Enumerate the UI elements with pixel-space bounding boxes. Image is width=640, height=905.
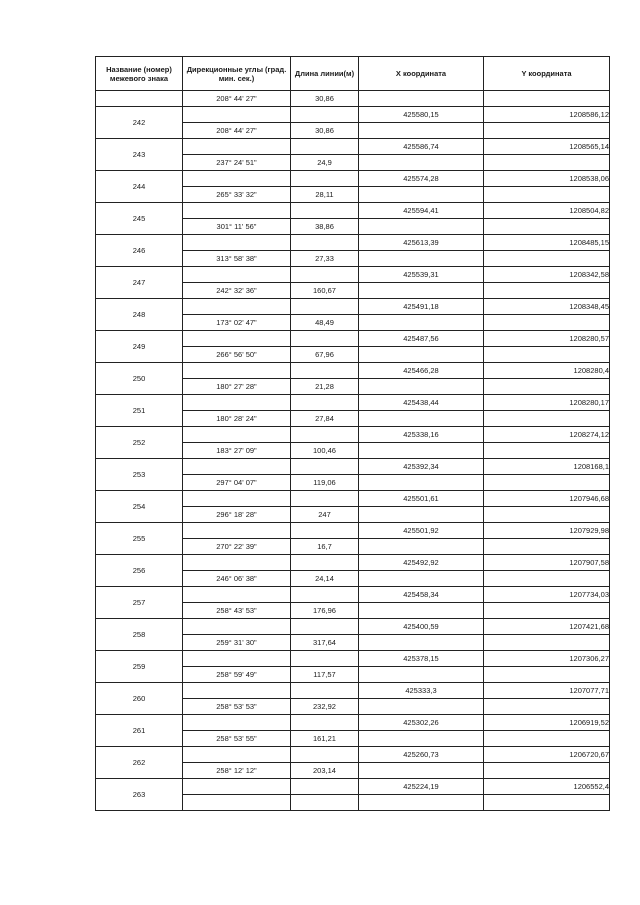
point-name-cell: 256	[96, 555, 183, 587]
y-coordinate-cell: 1208274,12	[484, 427, 610, 443]
direction-angle-cell-empty	[183, 203, 291, 219]
line-length-cell: 203,14	[291, 763, 359, 779]
point-name-cell: 251	[96, 395, 183, 427]
direction-angle-cell-empty	[183, 235, 291, 251]
line-length-cell: 24,9	[291, 155, 359, 171]
direction-angle-cell-empty	[183, 459, 291, 475]
point-name-cell: 244	[96, 171, 183, 203]
x-coordinate-cell: 425501,92	[359, 523, 484, 539]
direction-angle-cell-empty	[183, 683, 291, 699]
line-length-cell: 48,49	[291, 315, 359, 331]
x-coordinate-cell-empty	[359, 443, 484, 459]
direction-angle-cell-empty	[183, 491, 291, 507]
point-name-cell: 259	[96, 651, 183, 683]
y-coordinate-cell: 1208538,06	[484, 171, 610, 187]
direction-angle-cell: 258° 59' 49"	[183, 667, 291, 683]
direction-angle-cell: 258° 53' 55"	[183, 731, 291, 747]
y-coordinate-cell: 1207929,98	[484, 523, 610, 539]
line-length-cell-empty	[291, 651, 359, 667]
table-row	[96, 395, 610, 411]
direction-angle-cell: 208° 44' 27"	[183, 123, 291, 139]
line-length-cell: 117,57	[291, 667, 359, 683]
x-coordinate-cell: 425586,74	[359, 139, 484, 155]
line-length-cell: 16,7	[291, 539, 359, 555]
line-length-cell: 24,14	[291, 571, 359, 587]
y-coordinate-cell-empty	[484, 251, 610, 267]
line-length-cell: 30,86	[291, 123, 359, 139]
table-row	[96, 747, 610, 763]
y-coordinate-cell-empty	[484, 315, 610, 331]
line-length-cell-empty	[291, 587, 359, 603]
x-coordinate-cell-empty	[359, 475, 484, 491]
line-length-cell: 27,33	[291, 251, 359, 267]
y-coordinate-cell-empty	[484, 347, 610, 363]
y-coordinate-cell-empty	[484, 699, 610, 715]
table-row	[96, 203, 610, 219]
point-name-cell: 262	[96, 747, 183, 779]
x-coordinate-cell: 425574,28	[359, 171, 484, 187]
table-row	[96, 267, 610, 283]
y-coordinate-cell: 1206720,67	[484, 747, 610, 763]
direction-angle-cell: 237° 24' 51"	[183, 155, 291, 171]
x-coordinate-cell: 425378,15	[359, 651, 484, 667]
y-coordinate-cell: 1206919,52	[484, 715, 610, 731]
y-coordinate-cell: 1208280,17	[484, 395, 610, 411]
x-coordinate-cell: 425594,41	[359, 203, 484, 219]
x-coordinate-cell-empty	[359, 731, 484, 747]
table-body	[96, 91, 610, 811]
direction-angle-cell: 297° 04' 07"	[183, 475, 291, 491]
direction-angle-cell-empty	[183, 779, 291, 795]
x-coordinate-cell-empty	[359, 155, 484, 171]
line-length-cell: 119,06	[291, 475, 359, 491]
line-length-cell: 161,21	[291, 731, 359, 747]
y-coordinate-cell: 1208280,4	[484, 363, 610, 379]
x-coordinate-cell-empty	[359, 251, 484, 267]
table-row	[96, 523, 610, 539]
y-coordinate-cell: 1207306,27	[484, 651, 610, 667]
point-name-cell: 250	[96, 363, 183, 395]
direction-angle-cell: 265° 33' 32"	[183, 187, 291, 203]
y-coordinate-cell-empty	[484, 91, 610, 107]
y-coordinate-cell: 1207077,71	[484, 683, 610, 699]
x-coordinate-cell: 425338,16	[359, 427, 484, 443]
direction-angle-cell: 301° 11' 56"	[183, 219, 291, 235]
x-coordinate-cell: 425501,61	[359, 491, 484, 507]
direction-angle-cell: 242° 32' 36"	[183, 283, 291, 299]
direction-angle-cell-empty	[183, 299, 291, 315]
y-coordinate-cell-empty	[484, 443, 610, 459]
line-length-cell-empty	[291, 203, 359, 219]
line-length-cell: 67,96	[291, 347, 359, 363]
y-coordinate-cell-empty	[484, 379, 610, 395]
table-row	[96, 363, 610, 379]
direction-angle-cell-empty	[183, 747, 291, 763]
line-length-cell-empty	[291, 171, 359, 187]
line-length-cell: 30,86	[291, 91, 359, 107]
line-length-cell-empty	[291, 619, 359, 635]
point-name-cell: 243	[96, 139, 183, 171]
direction-angle-cell: 180° 27' 28"	[183, 379, 291, 395]
line-length-cell	[291, 795, 359, 811]
table-row	[96, 619, 610, 635]
line-length-cell: 100,46	[291, 443, 359, 459]
line-length-cell-empty	[291, 459, 359, 475]
line-length-cell: 28,11	[291, 187, 359, 203]
header-direction-angle: Дирекционные углы (град. мин. сек.)	[183, 57, 291, 91]
x-coordinate-cell-empty	[359, 91, 484, 107]
direction-angle-cell-empty	[183, 587, 291, 603]
x-coordinate-cell: 425492,92	[359, 555, 484, 571]
y-coordinate-cell-empty	[484, 155, 610, 171]
y-coordinate-cell-empty	[484, 411, 610, 427]
x-coordinate-cell-empty	[359, 699, 484, 715]
y-coordinate-cell-empty	[484, 539, 610, 555]
direction-angle-cell-empty	[183, 107, 291, 123]
x-coordinate-cell: 425260,73	[359, 747, 484, 763]
line-length-cell-empty	[291, 779, 359, 795]
direction-angle-cell: 313° 58' 38"	[183, 251, 291, 267]
line-length-cell-empty	[291, 363, 359, 379]
point-name-cell: 248	[96, 299, 183, 331]
x-coordinate-cell: 425438,44	[359, 395, 484, 411]
y-coordinate-cell-empty	[484, 219, 610, 235]
x-coordinate-cell: 425400,59	[359, 619, 484, 635]
y-coordinate-cell-empty	[484, 123, 610, 139]
x-coordinate-cell: 425224,19	[359, 779, 484, 795]
point-name-cell: 263	[96, 779, 183, 811]
table-row	[96, 107, 610, 123]
direction-angle-cell: 266° 56' 50"	[183, 347, 291, 363]
line-length-cell-empty	[291, 395, 359, 411]
table-row	[96, 331, 610, 347]
y-coordinate-cell: 1208485,15	[484, 235, 610, 251]
direction-angle-cell-empty	[183, 267, 291, 283]
x-coordinate-cell-empty	[359, 283, 484, 299]
y-coordinate-cell: 1207734,03	[484, 587, 610, 603]
x-coordinate-cell-empty	[359, 571, 484, 587]
x-coordinate-cell: 425491,18	[359, 299, 484, 315]
direction-angle-cell: 208° 44' 27"	[183, 91, 291, 107]
table-row	[96, 91, 610, 107]
point-name-cell: 242	[96, 107, 183, 139]
boundary-coordinates-table	[95, 56, 610, 811]
direction-angle-cell: 183° 27' 09"	[183, 443, 291, 459]
point-name-cell: 260	[96, 683, 183, 715]
line-length-cell-empty	[291, 331, 359, 347]
x-coordinate-cell: 425333,3	[359, 683, 484, 699]
line-length-cell: 160,67	[291, 283, 359, 299]
table-row	[96, 171, 610, 187]
direction-angle-cell-empty	[183, 139, 291, 155]
direction-angle-cell: 258° 43' 53"	[183, 603, 291, 619]
x-coordinate-cell-empty	[359, 635, 484, 651]
y-coordinate-cell: 1208342,58	[484, 267, 610, 283]
point-name-cell-empty	[96, 91, 183, 107]
point-name-cell: 255	[96, 523, 183, 555]
direction-angle-cell-empty	[183, 715, 291, 731]
y-coordinate-cell: 1208586,12	[484, 107, 610, 123]
y-coordinate-cell-empty	[484, 763, 610, 779]
point-name-cell: 249	[96, 331, 183, 363]
line-length-cell-empty	[291, 139, 359, 155]
x-coordinate-cell: 425487,56	[359, 331, 484, 347]
point-name-cell: 247	[96, 267, 183, 299]
direction-angle-cell: 173° 02' 47"	[183, 315, 291, 331]
direction-angle-cell-empty	[183, 363, 291, 379]
y-coordinate-cell: 1208280,57	[484, 331, 610, 347]
y-coordinate-cell-empty	[484, 667, 610, 683]
point-name-cell: 252	[96, 427, 183, 459]
line-length-cell: 247	[291, 507, 359, 523]
y-coordinate-cell: 1208348,45	[484, 299, 610, 315]
y-coordinate-cell-empty	[484, 571, 610, 587]
x-coordinate-cell-empty	[359, 315, 484, 331]
line-length-cell-empty	[291, 299, 359, 315]
x-coordinate-cell: 425392,34	[359, 459, 484, 475]
line-length-cell-empty	[291, 747, 359, 763]
x-coordinate-cell-empty	[359, 667, 484, 683]
direction-angle-cell: 258° 12' 12"	[183, 763, 291, 779]
direction-angle-cell-empty	[183, 523, 291, 539]
x-coordinate-cell-empty	[359, 603, 484, 619]
header-line-length: Длина линии(м)	[291, 57, 359, 91]
line-length-cell-empty	[291, 267, 359, 283]
x-coordinate-cell-empty	[359, 347, 484, 363]
line-length-cell-empty	[291, 523, 359, 539]
line-length-cell: 232,92	[291, 699, 359, 715]
line-length-cell-empty	[291, 427, 359, 443]
x-coordinate-cell-empty	[359, 411, 484, 427]
direction-angle-cell: 258° 53' 53"	[183, 699, 291, 715]
point-name-cell: 246	[96, 235, 183, 267]
x-coordinate-cell: 425458,34	[359, 587, 484, 603]
y-coordinate-cell: 1207421,68	[484, 619, 610, 635]
table-header-row	[96, 57, 610, 91]
y-coordinate-cell-empty	[484, 795, 610, 811]
line-length-cell-empty	[291, 107, 359, 123]
direction-angle-cell-empty	[183, 395, 291, 411]
direction-angle-cell-empty	[183, 427, 291, 443]
header-point-name: Название (номер) межевого знака	[96, 57, 183, 91]
y-coordinate-cell-empty	[484, 475, 610, 491]
x-coordinate-cell-empty	[359, 187, 484, 203]
line-length-cell-empty	[291, 491, 359, 507]
table-row	[96, 459, 610, 475]
direction-angle-cell	[183, 795, 291, 811]
table-row	[96, 235, 610, 251]
line-length-cell-empty	[291, 683, 359, 699]
x-coordinate-cell-empty	[359, 379, 484, 395]
point-name-cell: 253	[96, 459, 183, 491]
x-coordinate-cell-empty	[359, 219, 484, 235]
x-coordinate-cell-empty	[359, 795, 484, 811]
x-coordinate-cell-empty	[359, 507, 484, 523]
table-row	[96, 427, 610, 443]
direction-angle-cell: 296° 18' 28"	[183, 507, 291, 523]
x-coordinate-cell: 425613,39	[359, 235, 484, 251]
y-coordinate-cell-empty	[484, 187, 610, 203]
line-length-cell: 21,28	[291, 379, 359, 395]
table-row	[96, 139, 610, 155]
y-coordinate-cell: 1206552,4	[484, 779, 610, 795]
line-length-cell-empty	[291, 235, 359, 251]
x-coordinate-cell-empty	[359, 123, 484, 139]
table-row	[96, 491, 610, 507]
header-y-coordinate: Y координата	[484, 57, 610, 91]
point-name-cell: 245	[96, 203, 183, 235]
y-coordinate-cell: 1207946,68	[484, 491, 610, 507]
table-row	[96, 683, 610, 699]
y-coordinate-cell-empty	[484, 731, 610, 747]
line-length-cell-empty	[291, 555, 359, 571]
y-coordinate-cell: 1208565,14	[484, 139, 610, 155]
point-name-cell: 254	[96, 491, 183, 523]
table-row	[96, 587, 610, 603]
line-length-cell-empty	[291, 715, 359, 731]
table-row	[96, 555, 610, 571]
x-coordinate-cell: 425466,28	[359, 363, 484, 379]
direction-angle-cell: 180° 28' 24"	[183, 411, 291, 427]
direction-angle-cell-empty	[183, 651, 291, 667]
line-length-cell: 38,86	[291, 219, 359, 235]
direction-angle-cell: 270° 22' 39"	[183, 539, 291, 555]
x-coordinate-cell: 425539,31	[359, 267, 484, 283]
y-coordinate-cell: 1208168,1	[484, 459, 610, 475]
direction-angle-cell-empty	[183, 331, 291, 347]
x-coordinate-cell: 425302,26	[359, 715, 484, 731]
table-row	[96, 779, 610, 795]
y-coordinate-cell-empty	[484, 283, 610, 299]
table-row	[96, 299, 610, 315]
direction-angle-cell-empty	[183, 619, 291, 635]
line-length-cell: 27,84	[291, 411, 359, 427]
table-row	[96, 715, 610, 731]
y-coordinate-cell-empty	[484, 603, 610, 619]
y-coordinate-cell-empty	[484, 507, 610, 523]
direction-angle-cell-empty	[183, 171, 291, 187]
x-coordinate-cell: 425580,15	[359, 107, 484, 123]
point-name-cell: 257	[96, 587, 183, 619]
line-length-cell: 176,96	[291, 603, 359, 619]
y-coordinate-cell-empty	[484, 635, 610, 651]
header-x-coordinate: X координата	[359, 57, 484, 91]
direction-angle-cell: 259° 31' 30"	[183, 635, 291, 651]
direction-angle-cell: 246° 06' 38"	[183, 571, 291, 587]
point-name-cell: 258	[96, 619, 183, 651]
y-coordinate-cell: 1207907,58	[484, 555, 610, 571]
line-length-cell: 317,64	[291, 635, 359, 651]
x-coordinate-cell-empty	[359, 763, 484, 779]
x-coordinate-cell-empty	[359, 539, 484, 555]
direction-angle-cell-empty	[183, 555, 291, 571]
y-coordinate-cell: 1208504,82	[484, 203, 610, 219]
point-name-cell: 261	[96, 715, 183, 747]
table-row	[96, 651, 610, 667]
